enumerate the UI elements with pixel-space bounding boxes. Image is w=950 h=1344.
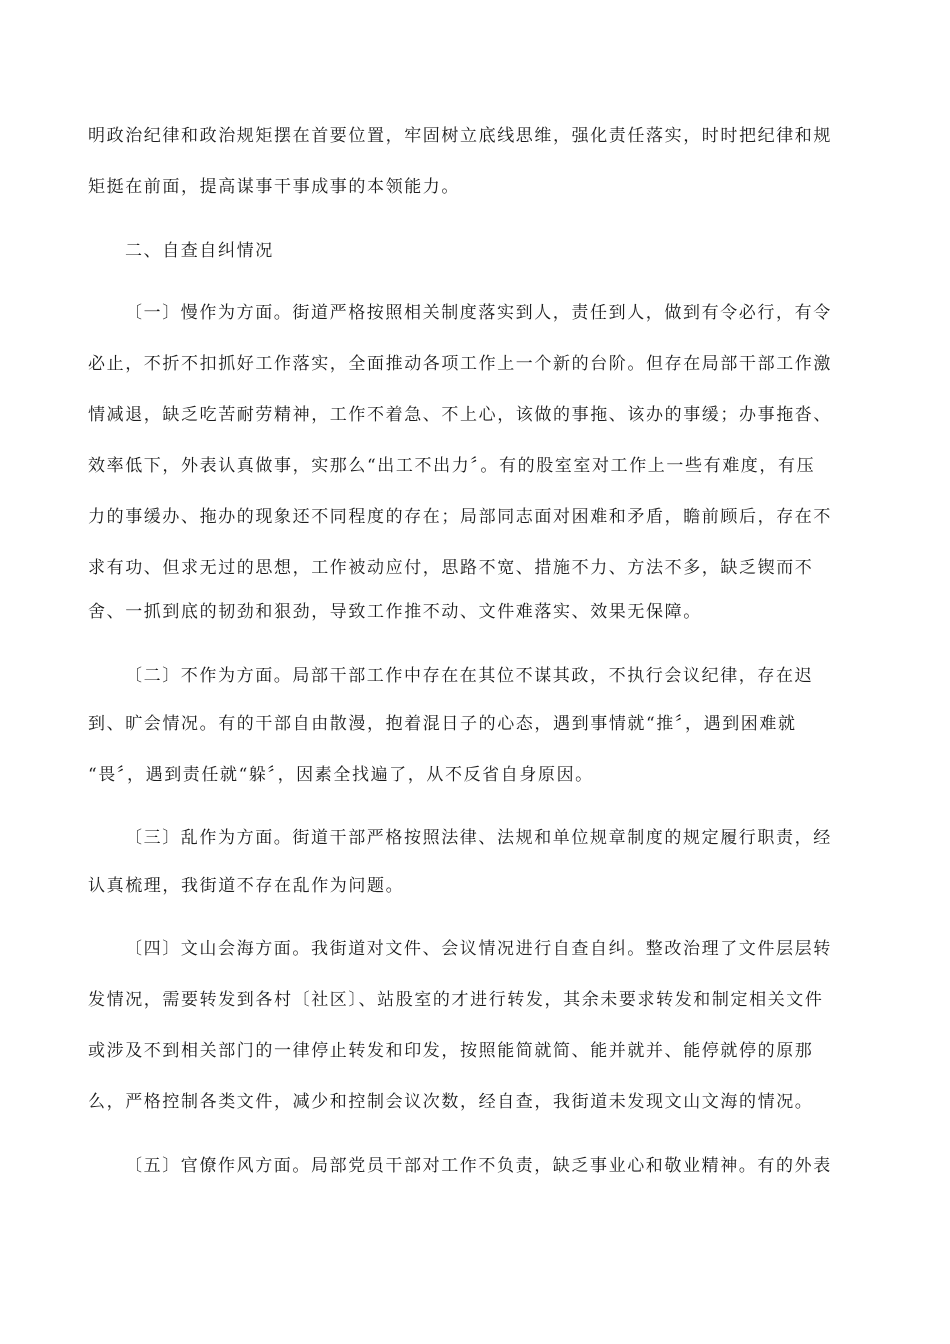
text-line: 明政治纪律和政治规矩摆在首要位置，牢固树立底线思维，强化责任落实，时时把纪律和规 xyxy=(88,126,832,146)
text-line: 到、旷会情况。有的干部自由散漫，抱着混日子的心态，遇到事情就“推〞，遇到困难就 xyxy=(88,714,797,734)
text-line: 〔五〕官僚作风方面。局部党员干部对工作不负责，缺乏事业心和敬业精神。有的外表 xyxy=(125,1156,832,1176)
text-line: 〔三〕乱作为方面。街道干部严格按照法律、法规和单位规章制度的规定履行职责，经 xyxy=(125,828,832,848)
text-line: 效率低下，外表认真做事，实那么“出工不出力〞。有的股室室对工作上一些有难度，有压 xyxy=(88,456,816,476)
text-line: 矩挺在前面，提高谋事干事成事的本领能力。 xyxy=(88,177,460,197)
text-line: 〔四〕文山会海方面。我街道对文件、会议情况进行自查自纠。整改治理了文件层层转 xyxy=(125,939,832,959)
text-line: “畏〞，遇到责任就“躲〞，因素全找遍了，从不反省自身原因。 xyxy=(88,765,594,785)
section-heading: 二、自查自纠情况 xyxy=(125,241,274,261)
text-line: 力的事缓办、拖办的现象还不同程度的存在；局部同志面对困难和矛盾，瞻前顾后，存在不 xyxy=(88,507,832,527)
text-line: 发情况，需要转发到各村〔社区〕、站股室的才进行转发，其余未要求转发和制定相关文件 xyxy=(88,990,824,1010)
text-line: 情减退，缺乏吃苦耐劳精神，工作不着急、不上心，该做的事拖、该办的事缓；办事拖沓、 xyxy=(88,405,832,425)
text-line: 求有功、但求无过的思想，工作被动应付，思路不宽、措施不力、方法不多，缺乏锲而不 xyxy=(88,558,814,578)
text-line: 或涉及不到相关部门的一律停止转发和印发，按照能简就简、能并就并、能停就停的原那 xyxy=(88,1041,814,1061)
text-line: 必止，不折不扣抓好工作落实，全面推动各项工作上一个新的台阶。但存在局部干部工作激 xyxy=(88,354,832,374)
text-line: 〔二〕不作为方面。局部干部工作中存在在其位不谋其政，不执行会议纪律，存在迟 xyxy=(125,666,814,686)
text-line: 认真梳理，我街道不存在乱作为问题。 xyxy=(88,876,405,896)
text-line: 么，严格控制各类文件，减少和控制会议次数，经自查，我街道未发现文山文海的情况。 xyxy=(88,1092,814,1112)
text-line: 舍、一抓到底的韧劲和狠劲，导致工作推不动、文件难落实、效果无保障。 xyxy=(88,602,702,622)
text-line: 〔一〕慢作为方面。街道严格按照相关制度落实到人，责任到人，做到有令必行，有令 xyxy=(125,303,832,323)
